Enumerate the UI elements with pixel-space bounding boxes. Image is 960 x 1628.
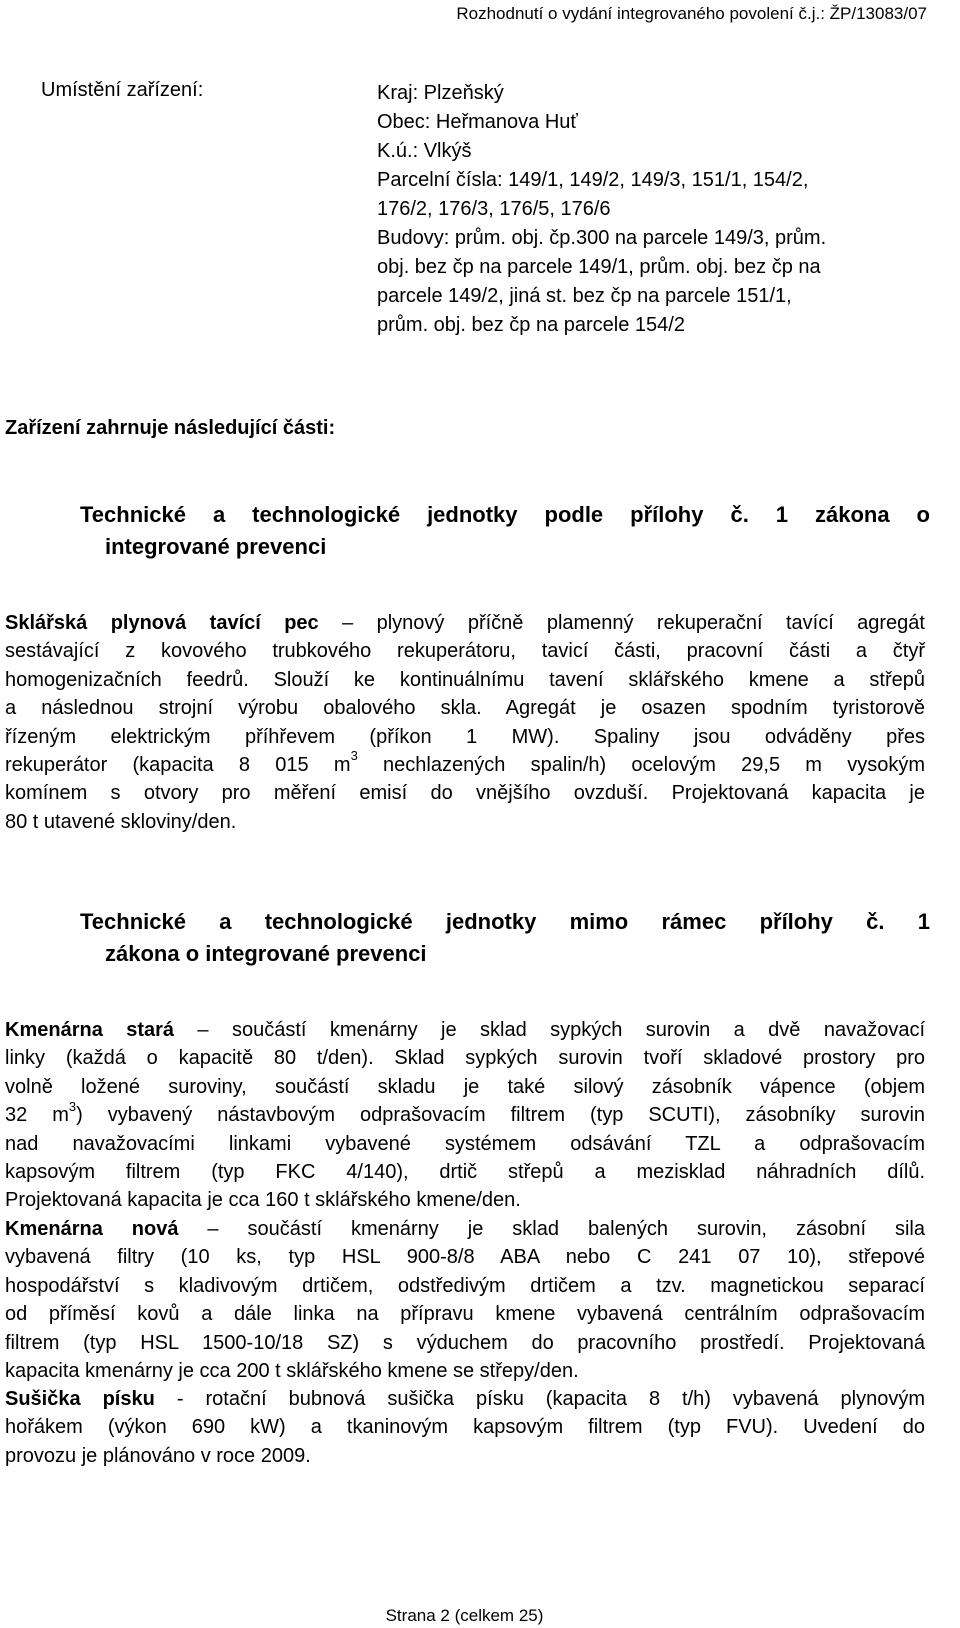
paragraph-line: rekuperátor (kapacita 8 015 $m^3$ nechlazených spalin/h) ocelovým 29,5 m vysokým: [5, 748, 925, 777]
section2-title-line: zákona o integrované prevenci: [105, 941, 427, 966]
paragraph-line: a následnou strojní výrobu obalového skla. Agregát je osazen spodním tyristorově: [5, 697, 925, 720]
location-line: Kraj: Plzeňský: [377, 82, 504, 104]
paragraph-line: volně ložené suroviny, součástí skladu je také silový zásobník vápence (objem: [5, 1075, 925, 1098]
paragraph-line: od příměsí kovů a dále linka na přípravu kmene vybavená centrálním odprašovacím: [5, 1303, 925, 1326]
glass-furnace-paragraph: [5, 609, 925, 836]
paragraph-line: filtrem (typ HSL 1500-10/18 SZ) s výduchem do pracovního prostředí. Projektovaná: [5, 1331, 925, 1354]
paragraph-line: komínem s otvory pro měření emisí do vnějšího ovzduší. Projektovaná kapacita je: [5, 782, 925, 805]
location-line: Budovy: prům. obj. čp.300 na parcele 149/3, prům.: [377, 227, 827, 249]
location-line: parcele 149/2, jiná st. bez čp na parcele 151/1,: [377, 285, 792, 307]
location-line: obj. bez čp na parcele 149/1, prům. obj. bez čp na: [377, 256, 821, 278]
paragraph-line: Kmenárna stará – součástí kmenárny je sklad sypkých surovin a dvě navažovací: [5, 1019, 925, 1041]
superscript: 3: [350, 748, 358, 764]
page-number-footer: Strana 2 (celkem 25): [385, 1606, 544, 1625]
paragraph-line: linky (každá o kapacitě 80 t/den). Sklad sypkých surovin tvoří skladové prostory pro: [5, 1047, 925, 1070]
section1-title: [80, 499, 930, 563]
location-line: Obec: Heřmanova Huť: [377, 111, 578, 133]
term-bold: Sklářská plynová tavící pec: [5, 612, 319, 634]
paragraph-line: Kmenárna nová – součástí kmenárny je sklad balených surovin, zásobní sila: [5, 1218, 925, 1240]
paragraph-line: hospodářství s kladivovým drtičem, odstředivým drtičem a tzv. magnetickou separací: [5, 1274, 925, 1297]
paragraph-line: Sušička písku - rotační bubnová sušička písku (kapacita 8 t/h) vybavená plynovým: [5, 1388, 926, 1410]
location-line: K.ú.: Vlkýš: [377, 140, 472, 162]
paragraph-line: sestávající z kovového trubkového rekuperátoru, tavicí části, pracovní části a čtyř: [5, 640, 925, 663]
paragraph-line: homogenizačních feedrů. Slouží ke kontinuálnímu tavení sklářského kmene a střepů: [5, 668, 925, 691]
section2-title: [80, 906, 930, 970]
location-label: Umístění zařízení:: [41, 79, 204, 101]
paragraph-line: provozu je plánováno v roce 2009.: [5, 1444, 311, 1467]
location-line: prům. obj. bez čp na parcele 154/2: [377, 314, 685, 336]
paragraph-line: Sklářská plynová tavící pec – plynový příčně plamenný rekuperační tavící agregát: [5, 612, 925, 634]
section1-title-line: Technické a technologické jednotky podle přílohy č. 1 zákona o: [80, 502, 930, 527]
paragraph-line: vybavená filtry (10 ks, typ HSL 900-8/8 ABA nebo C 241 07 10), střepové: [5, 1246, 925, 1269]
section2-title-line: Technické a technologické jednotky mimo rámec přílohy č. 1: [80, 909, 930, 934]
location-details: [377, 79, 957, 340]
superscript: 3: [68, 1098, 77, 1114]
paragraph-line: hořákem (výkon 690 kW) a tkaninovým kapsovým filtrem (typ FVU). Uvedení do: [5, 1416, 925, 1439]
term-bold: Sušička písku: [5, 1388, 155, 1410]
paragraph-line: 80 t utavené skloviny/den.: [5, 810, 237, 833]
paragraph-line: nad navažovacími linkami vybavené systémem odsávání TZL a odprašovacím: [5, 1132, 925, 1155]
parts-heading: Zařízení zahrnuje následující části:: [5, 417, 336, 439]
paragraph-line: řízeným elektrickým příhřevem (příkon 1 MW). Spaliny jsou odváděny přes: [5, 725, 925, 748]
term-bold: Kmenárna stará: [5, 1019, 175, 1041]
paragraph-line: 32 $m^3$) vybavený nástavbovým odprašovacím filtrem (typ SCUTI), zásobníky surovin: [5, 1098, 926, 1127]
location-line: 176/2, 176/3, 176/5, 176/6: [377, 198, 611, 220]
section1-title-line: integrované prevenci: [105, 534, 327, 559]
paragraph-line: kapsovým filtrem (typ FKC 4/140), drtič střepů a mezisklad náhradních dílů.: [5, 1161, 925, 1184]
old-batch-house-paragraph: [5, 1016, 925, 1215]
term-bold: Kmenárna nová: [5, 1218, 179, 1240]
page-header-reference: Rozhodnutí o vydání integrovaného povolení č.j.: ŽP/13083/07: [456, 4, 927, 23]
new-batch-house-paragraph: [5, 1215, 925, 1385]
paragraph-line: Projektovaná kapacita je cca 160 t sklářského kmene/den.: [5, 1189, 521, 1212]
sand-dryer-paragraph: [5, 1385, 925, 1470]
location-line: Parcelní čísla: 149/1, 149/2, 149/3, 151/1, 154/2,: [377, 169, 809, 191]
paragraph-line: kapacita kmenárny je cca 200 t sklářského kmene se střepy/den.: [5, 1360, 579, 1383]
